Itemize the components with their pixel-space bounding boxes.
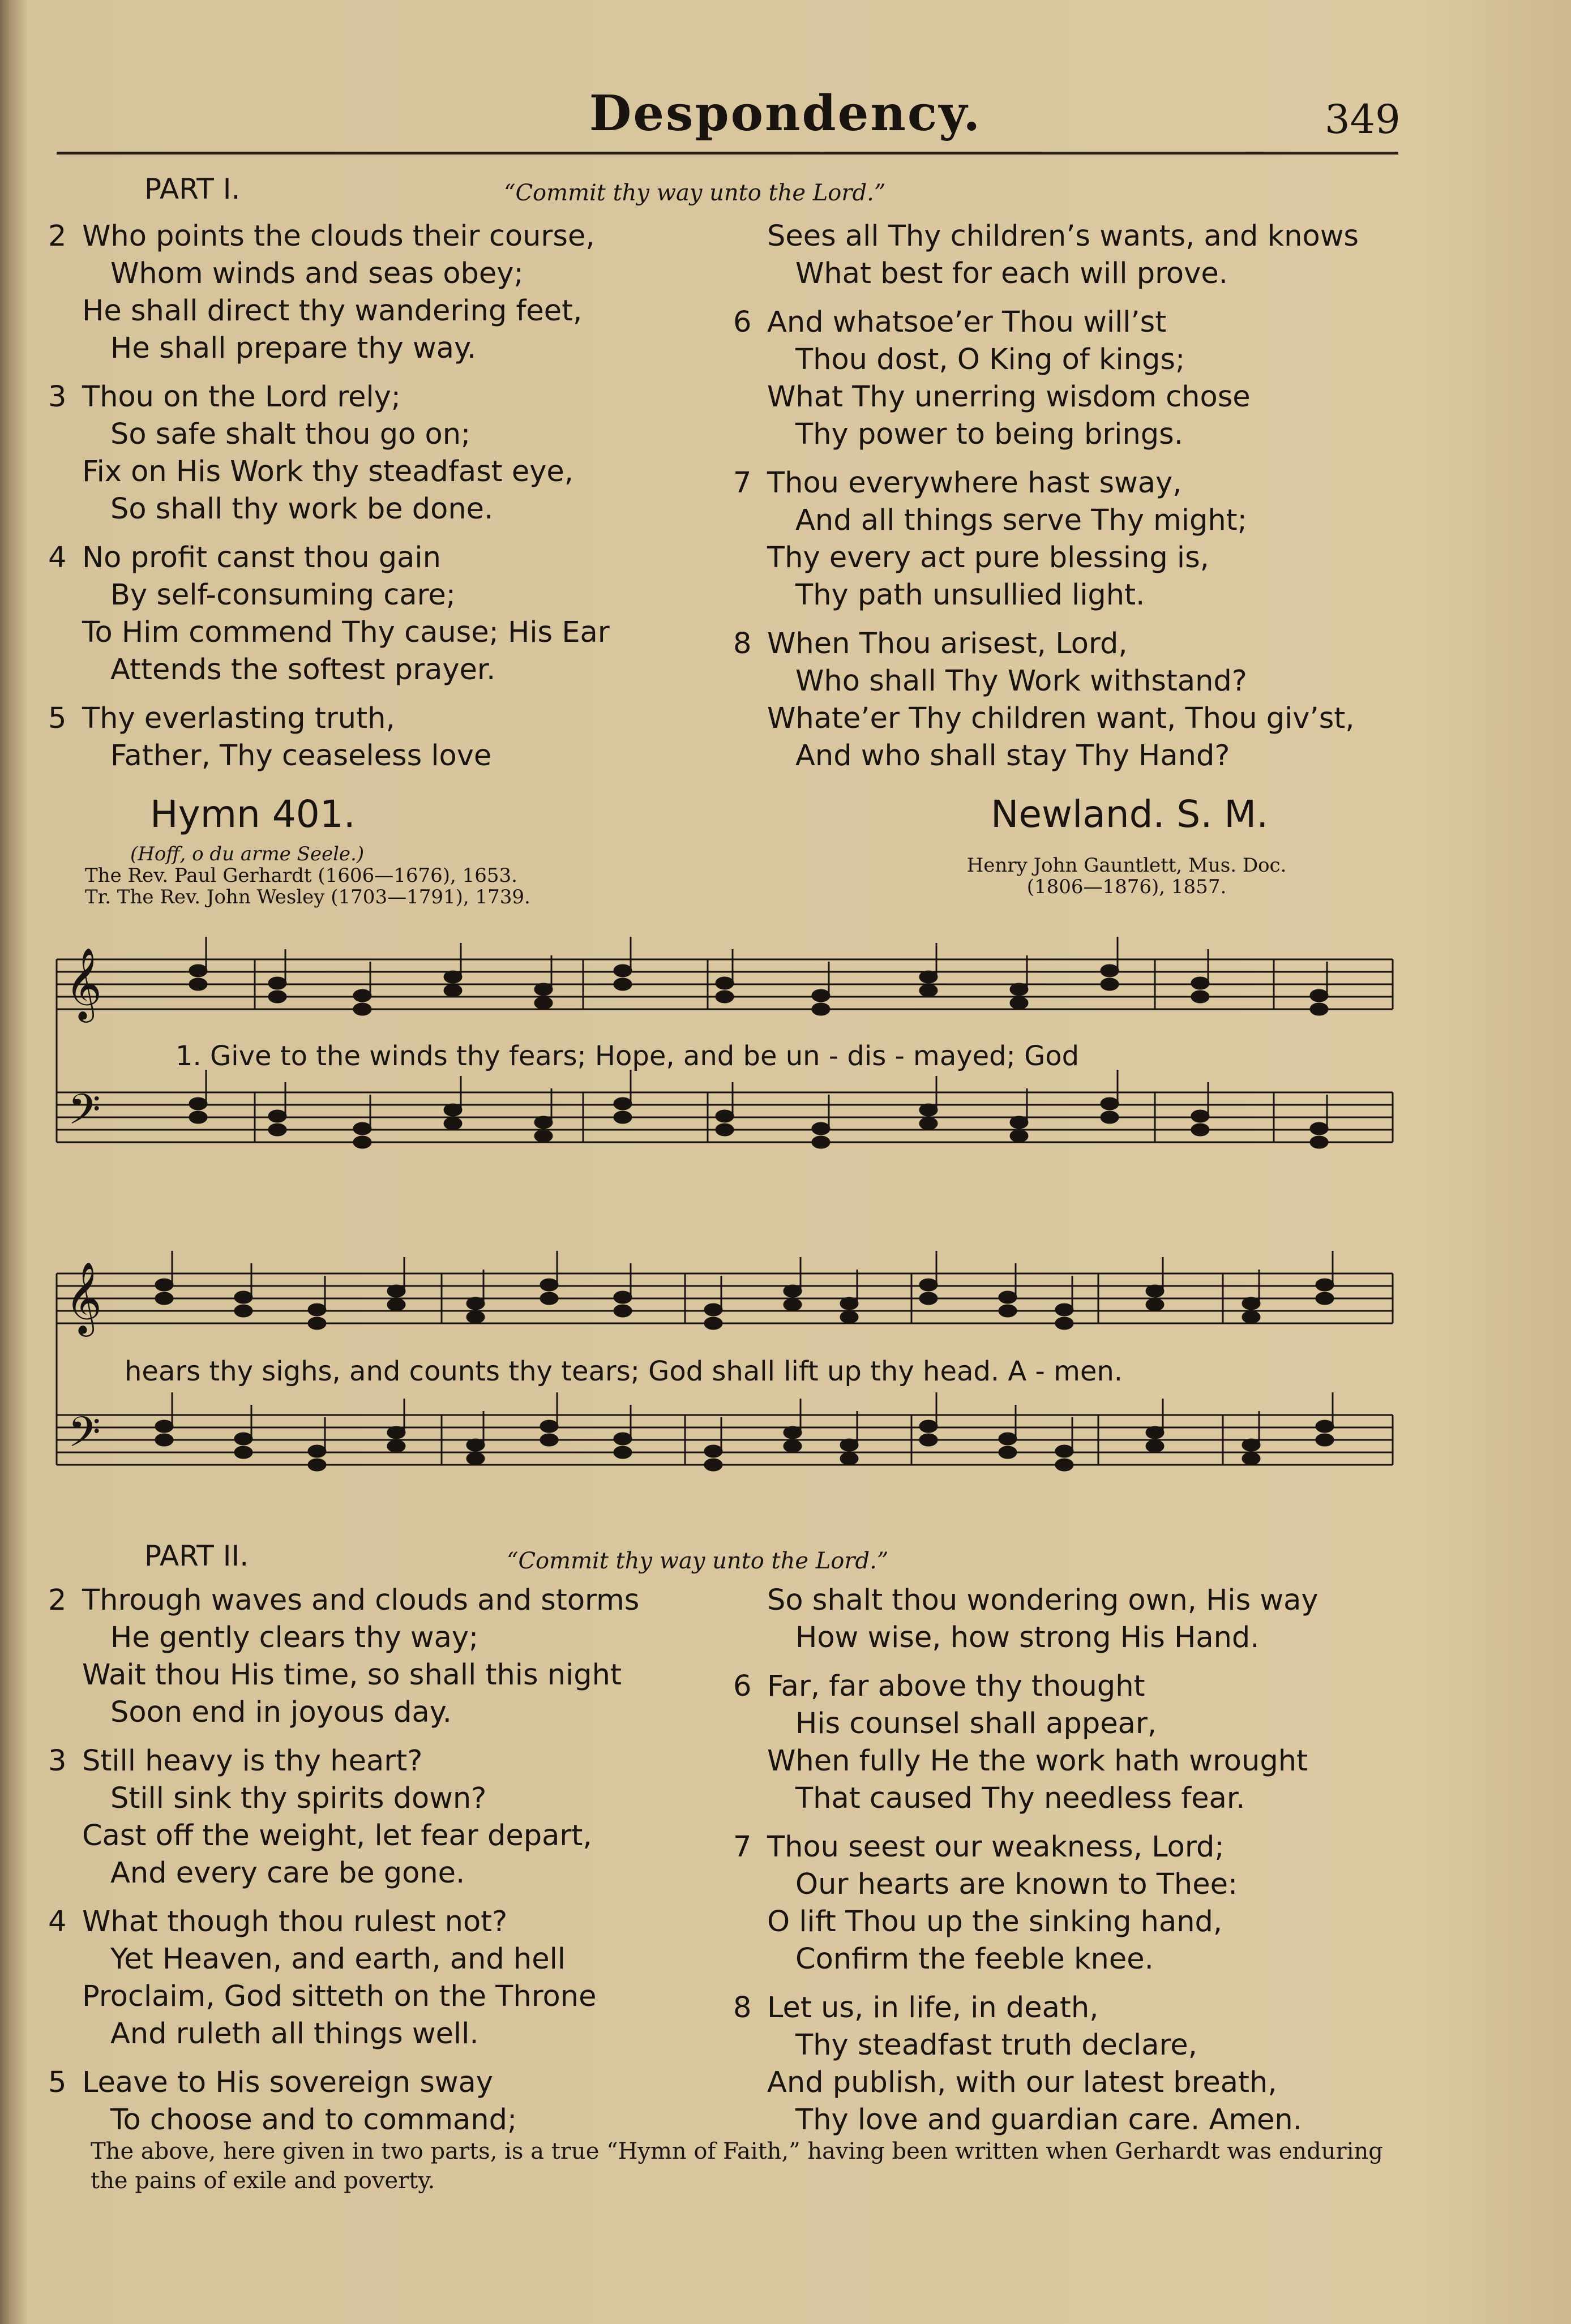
verse-text: Still sink thy spirits down? xyxy=(110,1782,487,1815)
note-head xyxy=(269,1110,286,1122)
verse-text: Thou dost, O King of kings; xyxy=(795,343,1185,376)
verse-line xyxy=(48,2102,727,2139)
verse-line xyxy=(733,1668,1412,1705)
note-head xyxy=(309,1459,326,1470)
part-one-left-column xyxy=(48,218,727,786)
note-head xyxy=(541,1421,558,1432)
verse-line xyxy=(48,1855,727,1892)
note-head xyxy=(354,990,371,1001)
verse-text: What best for each will prove. xyxy=(795,257,1228,290)
verse-text: To Him commend Thy cause; His Ear xyxy=(82,616,610,649)
verse-line xyxy=(733,1780,1412,1817)
verse-line xyxy=(733,539,1412,577)
verse-text: Who shall Thy Work withstand? xyxy=(795,664,1247,698)
stanza-number: 3 xyxy=(48,380,67,414)
verse-text: Thy every act pure blessing is, xyxy=(767,541,1209,574)
note-head xyxy=(156,1279,173,1290)
note-head xyxy=(614,1112,631,1123)
verse-text: He gently clears thy way; xyxy=(110,1621,479,1654)
note-head xyxy=(1101,965,1118,976)
verse-text: To choose and to command; xyxy=(110,2103,517,2137)
verse-text: Soon end in joyous day. xyxy=(110,1696,452,1729)
note-head xyxy=(1311,990,1328,1001)
note-head xyxy=(1146,1427,1163,1438)
note-head xyxy=(269,991,286,1002)
note-head xyxy=(812,1004,829,1015)
verse-text: Thou everywhere hast sway, xyxy=(767,466,1182,500)
verse-text: Whom winds and seas obey; xyxy=(110,257,524,290)
note-head xyxy=(269,977,286,989)
note-head xyxy=(354,1004,371,1015)
note-head xyxy=(444,985,461,996)
verse-text: That caused Thy needless fear. xyxy=(795,1782,1245,1815)
note-head xyxy=(388,1299,405,1310)
note-head xyxy=(705,1446,722,1457)
note-head xyxy=(444,971,461,983)
verse-line xyxy=(48,1780,727,1817)
note-head xyxy=(235,1292,252,1303)
note-head xyxy=(1316,1434,1333,1446)
note-head xyxy=(920,985,937,996)
note-head xyxy=(614,965,631,976)
note-head xyxy=(614,1447,631,1458)
verse-line xyxy=(733,2102,1412,2139)
verse-text: And all things serve Thy might; xyxy=(795,504,1247,537)
verse-line xyxy=(733,1903,1412,1941)
note-head xyxy=(705,1459,722,1470)
note-head xyxy=(1146,1299,1163,1310)
note-head xyxy=(812,990,829,1001)
verse-line xyxy=(733,465,1412,502)
note-head xyxy=(1243,1311,1260,1323)
note-head xyxy=(1192,977,1209,989)
note-head xyxy=(1011,984,1028,995)
stanza xyxy=(733,1829,1412,1978)
verse-line xyxy=(48,577,727,614)
note-head xyxy=(190,1098,207,1109)
note-head xyxy=(614,1292,631,1303)
verse-line xyxy=(733,218,1412,255)
verse-line xyxy=(48,1694,727,1731)
treble-clef: 𝄞 xyxy=(65,1261,102,1333)
note-head xyxy=(920,1293,937,1304)
note-head xyxy=(1311,1004,1328,1015)
verse-text: Wait thou His time, so shall this night xyxy=(82,1658,622,1692)
note-head xyxy=(716,1124,733,1135)
note-head xyxy=(784,1440,801,1452)
stanza xyxy=(48,539,727,689)
stanza xyxy=(48,1582,727,1731)
note-head xyxy=(535,1130,552,1142)
verse-line xyxy=(48,614,727,651)
note-head xyxy=(1011,1117,1028,1128)
stanza xyxy=(733,218,1412,293)
stanza xyxy=(733,1582,1412,1657)
note-head xyxy=(1192,1124,1209,1135)
verse-text: And who shall stay Thy Hand? xyxy=(795,739,1230,773)
verse-line xyxy=(733,625,1412,663)
note-head xyxy=(467,1298,484,1309)
note-head xyxy=(535,997,552,1009)
verse-text: Cast off the weight, let fear depart, xyxy=(82,1819,592,1853)
note-head xyxy=(1146,1285,1163,1297)
note-head xyxy=(841,1298,858,1309)
verse-line xyxy=(48,1619,727,1657)
verse-text: And ruleth all things well. xyxy=(110,2017,479,2051)
note-head xyxy=(535,984,552,995)
note-head xyxy=(716,1110,733,1122)
verse-text: Thy love and guardian care. Amen. xyxy=(795,2103,1302,2137)
verse-line xyxy=(733,341,1412,379)
note-head xyxy=(705,1318,722,1329)
verse-text: Thy everlasting truth, xyxy=(82,702,395,735)
part-two-right-column xyxy=(733,1582,1412,2150)
note-head xyxy=(467,1311,484,1323)
translator-credit: Tr. The Rev. John Wesley (1703—1791), 1739. xyxy=(85,886,530,908)
composer-credit: Henry John Gauntlett, Mus. Doc. xyxy=(966,854,1287,877)
verse-text: Yet Heaven, and earth, and hell xyxy=(110,1943,566,1976)
stanza-number: 3 xyxy=(48,1744,67,1778)
verse-text: He shall prepare thy way. xyxy=(110,332,477,365)
verse-text: Through waves and clouds and storms xyxy=(82,1584,640,1617)
verse-line xyxy=(733,2027,1412,2064)
note-head xyxy=(235,1305,252,1317)
hymn-number: Hymn 401. xyxy=(150,792,356,836)
verse-text: Thy power to being brings. xyxy=(795,418,1183,451)
verse-text: Still heavy is thy heart? xyxy=(82,1744,423,1778)
verse-text: So shall thy work be done. xyxy=(110,492,494,526)
verse-line xyxy=(733,304,1412,341)
stanza-number: 6 xyxy=(733,1670,752,1703)
stanza xyxy=(733,465,1412,614)
verse-text: Father, Thy ceaseless love xyxy=(110,739,492,773)
verse-line xyxy=(733,737,1412,775)
stanza xyxy=(48,1743,727,1892)
note-head xyxy=(920,1421,937,1432)
verse-line xyxy=(48,1903,727,1941)
page-number: 349 xyxy=(1325,96,1401,143)
verse-line xyxy=(733,1582,1412,1619)
stanza-number: 4 xyxy=(48,541,67,574)
verse-line xyxy=(48,1978,727,2016)
stanza-number: 2 xyxy=(48,1584,67,1617)
bass-clef: 𝄢 xyxy=(68,1408,101,1467)
source-title: (Hoff, o du arme Seele.) xyxy=(130,843,365,865)
part-two-label: PART II. xyxy=(144,1540,249,1572)
verse-line xyxy=(733,577,1412,614)
stanza xyxy=(48,2064,727,2139)
verse-text: Whate’er Thy children want, Thou giv’st, xyxy=(767,702,1355,735)
verse-text: And publish, with our latest breath, xyxy=(767,2066,1277,2099)
verse-text: O lift Thou up the sinking hand, xyxy=(767,1905,1223,1939)
verse-line xyxy=(48,453,727,491)
stanza xyxy=(733,1989,1412,2139)
verse-line xyxy=(48,737,727,775)
verse-line xyxy=(733,2064,1412,2102)
note-head xyxy=(190,965,207,976)
verse-line xyxy=(48,539,727,577)
note-head xyxy=(1101,1112,1118,1123)
note-head xyxy=(812,1137,829,1148)
footnote: The above, here given in two parts, is a true “Hymn of Faith,” having been written when Gerhardt was enduring the pains of exile and poverty. xyxy=(91,2138,1383,2194)
note-head xyxy=(920,971,937,983)
verse-line xyxy=(733,663,1412,700)
note-head xyxy=(716,991,733,1002)
verse-line xyxy=(48,255,727,293)
verse-line xyxy=(48,1657,727,1694)
note-head xyxy=(1192,991,1209,1002)
verse-line xyxy=(48,491,727,528)
note-head xyxy=(467,1439,484,1451)
note-head xyxy=(235,1447,252,1458)
note-head xyxy=(190,1112,207,1123)
note-head xyxy=(388,1285,405,1297)
music-credits xyxy=(900,855,1353,898)
verse-text: Confirm the feeble knee. xyxy=(795,1943,1154,1976)
part-two-epigraph: “Commit thy way unto the Lord.” xyxy=(507,1548,889,1574)
verse-text: Fix on His Work thy steadfast eye, xyxy=(82,455,573,488)
verse-text: Let us, in life, in death, xyxy=(767,1991,1099,2025)
verse-text: When Thou arisest, Lord, xyxy=(767,627,1128,661)
stanza-number: 4 xyxy=(48,1905,67,1939)
verse-text: Leave to His sovereign sway xyxy=(82,2066,493,2099)
stanza-number: 7 xyxy=(733,1830,752,1864)
note-head xyxy=(999,1433,1016,1444)
verse-text: So shalt thou wondering own, His way xyxy=(767,1584,1319,1617)
tune-name: Newland. S. M. xyxy=(991,792,1269,836)
verse-line xyxy=(733,255,1412,293)
lyric-line-2: hears thy sighs, and counts thy tears; God shall lift up thy head. A - men. xyxy=(125,1356,1123,1387)
verse-text: Proclaim, God sitteth on the Throne xyxy=(82,1980,597,2013)
verse-text: Thy path unsullied light. xyxy=(795,578,1145,612)
stanza xyxy=(733,304,1412,453)
note-head xyxy=(614,1433,631,1444)
note-head xyxy=(467,1453,484,1464)
header-rule xyxy=(57,152,1398,155)
note-head xyxy=(705,1304,722,1315)
stanza xyxy=(733,1668,1412,1817)
note-head xyxy=(1243,1298,1260,1309)
note-head xyxy=(614,979,631,990)
verse-text: What though thou rulest not? xyxy=(82,1905,508,1939)
note-head xyxy=(999,1305,1016,1317)
stanza-number: 8 xyxy=(733,1991,752,2025)
verse-text: What Thy unerring wisdom chose xyxy=(767,380,1251,414)
note-head xyxy=(784,1285,801,1297)
stanza xyxy=(48,218,727,367)
verse-line xyxy=(48,1582,727,1619)
treble-clef: 𝄞 xyxy=(65,947,102,1019)
note-head xyxy=(1311,1137,1328,1148)
verse-text: By self-consuming care; xyxy=(110,578,456,612)
stanza xyxy=(48,379,727,528)
note-head xyxy=(535,1117,552,1128)
note-head xyxy=(1316,1293,1333,1304)
note-head xyxy=(541,1293,558,1304)
stanza xyxy=(733,625,1412,775)
part-one-epigraph: “Commit thy way unto the Lord.” xyxy=(504,180,886,206)
verse-line xyxy=(48,218,727,255)
note-head xyxy=(784,1299,801,1310)
bass-clef: 𝄢 xyxy=(68,1085,101,1144)
verse-line xyxy=(733,379,1412,416)
note-head xyxy=(1056,1459,1073,1470)
verse-text: Far, far above thy thought xyxy=(767,1670,1145,1703)
note-head xyxy=(388,1440,405,1452)
note-head xyxy=(841,1439,858,1451)
verse-text: No profit canst thou gain xyxy=(82,541,441,574)
verse-text: And every care be gone. xyxy=(110,1856,465,1890)
note-head xyxy=(190,979,207,990)
verse-line xyxy=(48,1941,727,1978)
note-head xyxy=(1192,1110,1209,1122)
note-head xyxy=(1311,1123,1328,1134)
verse-line xyxy=(733,416,1412,453)
stanza-number: 7 xyxy=(733,466,752,500)
verse-line xyxy=(733,1866,1412,1903)
note-head xyxy=(309,1446,326,1457)
note-head xyxy=(716,977,733,989)
verse-line xyxy=(733,1619,1412,1657)
note-head xyxy=(309,1304,326,1315)
note-head xyxy=(1316,1279,1333,1290)
note-head xyxy=(269,1124,286,1135)
page-title: Despondency. xyxy=(589,85,982,142)
note-head xyxy=(1056,1446,1073,1457)
verse-text: So safe shalt thou go on; xyxy=(110,418,471,451)
verse-line xyxy=(733,1829,1412,1866)
note-head xyxy=(1011,1130,1028,1142)
lyric-line-1: 1. Give to the winds thy fears; Hope, and be un - dis - mayed; God xyxy=(175,1040,1080,1072)
note-head xyxy=(1011,997,1028,1009)
note-head xyxy=(1146,1440,1163,1452)
verse-text: Sees all Thy children’s wants, and knows xyxy=(767,220,1359,253)
stanza-number: 2 xyxy=(48,220,67,253)
note-head xyxy=(999,1447,1016,1458)
verse-text: He shall direct thy wandering feet, xyxy=(82,294,583,328)
note-head xyxy=(388,1427,405,1438)
stanza-number: 8 xyxy=(733,627,752,661)
verse-line xyxy=(733,1941,1412,1978)
verse-text: How wise, how strong His Hand. xyxy=(795,1621,1260,1654)
note-head xyxy=(156,1421,173,1432)
stanza xyxy=(48,1903,727,2053)
verse-line xyxy=(48,700,727,737)
note-head xyxy=(614,1305,631,1317)
note-head xyxy=(614,1098,631,1109)
note-head xyxy=(920,1118,937,1129)
verse-line xyxy=(48,330,727,367)
verse-line xyxy=(48,2016,727,2053)
note-head xyxy=(354,1123,371,1134)
verse-text: His counsel shall appear, xyxy=(795,1707,1157,1740)
stanza-number: 5 xyxy=(48,702,67,735)
verse-line xyxy=(48,2064,727,2102)
note-head xyxy=(444,1104,461,1116)
verse-line xyxy=(48,379,727,416)
composer-dates: (1806—1876), 1857. xyxy=(1026,876,1227,898)
stanza-number: 6 xyxy=(733,306,752,339)
note-head xyxy=(841,1311,858,1323)
note-head xyxy=(156,1434,173,1446)
verse-line xyxy=(733,1743,1412,1780)
stanza xyxy=(48,700,727,775)
verse-text: And whatsoe’er Thou will’st xyxy=(767,306,1167,339)
note-head xyxy=(784,1427,801,1438)
verse-text: Thou on the Lord rely; xyxy=(82,380,401,414)
verse-text: Our hearts are known to Thee: xyxy=(795,1868,1238,1901)
verse-line xyxy=(48,651,727,689)
note-head xyxy=(920,1434,937,1446)
verse-text: Who points the clouds their course, xyxy=(82,220,595,253)
text-credits xyxy=(85,843,530,908)
note-head xyxy=(541,1279,558,1290)
note-head xyxy=(1243,1453,1260,1464)
part-one-right-column xyxy=(733,218,1412,786)
note-head xyxy=(920,1104,937,1116)
note-head xyxy=(1056,1318,1073,1329)
note-head xyxy=(920,1279,937,1290)
verse-line xyxy=(733,502,1412,539)
verse-line xyxy=(48,293,727,330)
verse-line xyxy=(733,1705,1412,1743)
note-head xyxy=(1243,1439,1260,1451)
part-two-left-column xyxy=(48,1582,727,2150)
note-head xyxy=(841,1453,858,1464)
note-head xyxy=(541,1434,558,1446)
verse-text: Attends the softest prayer. xyxy=(110,653,496,687)
note-head xyxy=(235,1433,252,1444)
part-one-label: PART I. xyxy=(144,173,241,205)
note-head xyxy=(1056,1304,1073,1315)
verse-text: Thou seest our weakness, Lord; xyxy=(767,1830,1225,1864)
verse-line xyxy=(48,1743,727,1780)
note-head xyxy=(156,1293,173,1304)
verse-line xyxy=(48,1817,727,1855)
verse-text: When fully He the work hath wrought xyxy=(767,1744,1308,1778)
verse-line xyxy=(48,416,727,453)
stanza-number: 5 xyxy=(48,2066,67,2099)
author-credit: The Rev. Paul Gerhardt (1606—1676), 1653. xyxy=(85,864,517,887)
note-head xyxy=(354,1137,371,1148)
note-head xyxy=(999,1292,1016,1303)
note-head xyxy=(1316,1421,1333,1432)
verse-line xyxy=(733,700,1412,737)
note-head xyxy=(1101,1098,1118,1109)
note-head xyxy=(812,1123,829,1134)
note-head xyxy=(444,1118,461,1129)
verse-line xyxy=(733,1989,1412,2027)
note-head xyxy=(309,1318,326,1329)
verse-text: Thy steadfast truth declare, xyxy=(795,2029,1197,2062)
note-head xyxy=(1101,979,1118,990)
